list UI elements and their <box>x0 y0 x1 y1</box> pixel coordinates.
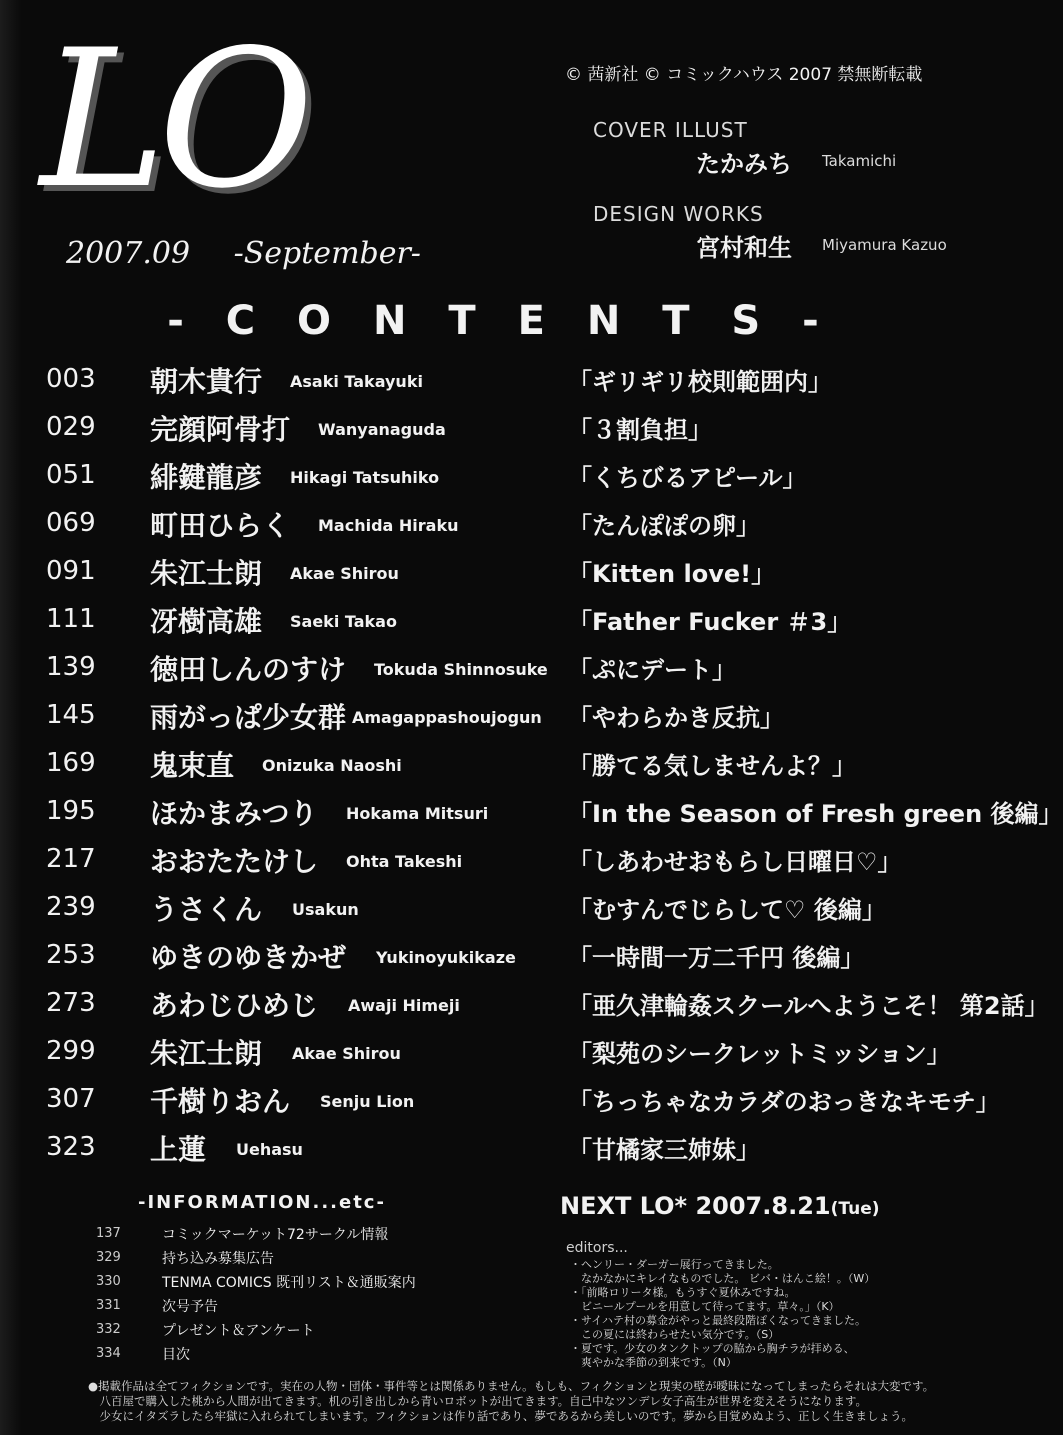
info-label: 次号予告 <box>162 1299 218 1315</box>
toc-title: 「In the Season of Fresh green 後編」 <box>568 800 1063 828</box>
toc-author: 朱江士朗 <box>150 557 263 590</box>
toc-title: 「勝てる気しませんよ？」 <box>568 752 856 780</box>
toc-title: 「ギリギリ校則範囲内」 <box>568 368 832 396</box>
editor-note: ・「前略ロリータ様。もうすぐ夏休みですね。 <box>570 1286 796 1299</box>
editor-note: なかなかにキレイなものでした。 ビバ・はんこ絵！。（W） <box>570 1272 876 1285</box>
toc-author: 朱江士朗 <box>150 1037 263 1070</box>
info-label: 持ち込み募集広告 <box>162 1251 274 1267</box>
toc-title: 「くちびるアピール」 <box>568 464 807 492</box>
toc-page: 051 <box>46 460 96 490</box>
issue-month: -September- <box>233 236 421 271</box>
editors-heading: editors... <box>566 1240 628 1256</box>
disclaimer <box>0 1378 1000 1428</box>
editor-note: 爽やかな季節の到来です。（N） <box>570 1356 737 1369</box>
toc-row <box>0 936 1000 984</box>
toc-author: ほかまみつり <box>150 797 318 830</box>
toc-page: 253 <box>46 940 96 970</box>
toc-page: 139 <box>46 652 96 682</box>
toc-author-roman: Hokama Mitsuri <box>346 804 489 823</box>
toc-author-roman: Hikagi Tatsuhiko <box>290 468 440 487</box>
cover-illust-label: COVER ILLUST <box>593 118 748 142</box>
toc-author: 千樹りおん <box>150 1085 291 1118</box>
cover-illust-name: たかみち <box>696 150 792 178</box>
toc-title: 「しあわせおもらし日曜日♡」 <box>568 848 902 876</box>
toc-author-roman: Tokuda Shinnosuke <box>374 660 548 679</box>
toc-title: 「やわらかき反抗」 <box>568 704 784 732</box>
disclaimer-line: ●掲載作品は全てフィクションです。実在の人物・団体・事件等とは関係ありません。もしも、フィクションと現実の壁が曖昧になってしまったらそれは大変です。 <box>88 1379 935 1393</box>
design-works-label: DESIGN WORKS <box>593 202 764 226</box>
toc-page: 273 <box>46 988 96 1018</box>
info-label: コミックマーケット72サークル情報 <box>162 1227 389 1243</box>
toc-row <box>0 552 1000 600</box>
info-label: TENMA COMICS 既刊リスト＆通販案内 <box>162 1275 416 1291</box>
info-page: 137 <box>96 1226 121 1241</box>
toc-author: 上蓮 <box>150 1133 207 1166</box>
issue-number: 2007.09 <box>66 236 191 271</box>
toc-page: 299 <box>46 1036 96 1066</box>
toc-author-roman: Ohta Takeshi <box>346 852 463 871</box>
toc-row <box>0 840 1000 888</box>
toc-title: 「３割負担」 <box>568 416 712 444</box>
toc-page: 091 <box>46 556 96 586</box>
toc-page: 217 <box>46 844 96 874</box>
toc-author: 朝木貴行 <box>150 365 263 398</box>
toc-author-roman: Wanyanaguda <box>318 420 446 439</box>
toc-author-roman: Machida Hiraku <box>318 516 459 535</box>
toc-row <box>0 456 1000 504</box>
toc-author: 緋鍵龍彦 <box>150 461 263 494</box>
copyright-notice: © 茜新社 © コミックハウス 2007 禁無断転載 <box>565 65 923 85</box>
disclaimer-line: 八百屋で購入した桃から人間が出てきます。机の引き出しから青いロボットが出てきます。自己中なツンデレ女子高生が世界を変えそうになります。 <box>88 1394 868 1408</box>
editor-note: ・ヘンリー・ダーガー展行ってきました。 <box>570 1258 779 1271</box>
toc-author: 鬼束直 <box>150 749 235 782</box>
toc-author-roman: Yukinoyukikaze <box>376 948 516 967</box>
toc-row <box>0 648 1000 696</box>
toc-row <box>0 792 1063 840</box>
editors-notes <box>0 1256 1000 1376</box>
toc-page: 239 <box>46 892 96 922</box>
toc-title: 「ちっちゃなカラダのおっきなキモチ」 <box>568 1088 1000 1116</box>
next-issue-day: (Tue) <box>830 1199 880 1219</box>
magazine-logo: LO <box>40 9 306 230</box>
toc-title: 「たんぽぽの卵」 <box>568 512 760 540</box>
toc-author-roman: Amagappashoujogun <box>352 708 542 727</box>
toc-title: 「Father Fucker ＃3」 <box>568 608 852 636</box>
information-heading: -INFORMATION...etc- <box>138 1192 386 1213</box>
toc-row <box>0 408 1000 456</box>
toc-row <box>0 360 1000 408</box>
info-page: 329 <box>96 1250 121 1265</box>
next-issue <box>560 1192 880 1220</box>
toc-author-roman: Awaji Himeji <box>348 996 460 1015</box>
toc-title: 「一時間一万二千円 後編」 <box>568 944 865 972</box>
design-works-name: 宮村和生 <box>696 234 792 262</box>
toc-author: 完顔阿骨打 <box>150 413 291 446</box>
toc-author-roman: Saeki Takao <box>290 612 397 631</box>
toc-page: 003 <box>46 364 96 394</box>
info-page: 332 <box>96 1322 121 1337</box>
toc-author: うさくん <box>150 893 263 926</box>
editor-note: ビニールプールを用意して待ってます。草々。」（K） <box>570 1300 840 1313</box>
toc-row <box>0 984 1049 1032</box>
toc-row <box>0 744 1000 792</box>
toc-page: 111 <box>46 604 96 634</box>
info-page: 334 <box>96 1346 121 1361</box>
next-issue-label: NEXT LO* 2007.8.21 <box>560 1192 831 1220</box>
toc-row <box>0 1128 1000 1176</box>
toc-author-roman: Senju Lion <box>320 1092 415 1111</box>
info-page: 330 <box>96 1274 121 1289</box>
toc-author: あわじひめじ <box>150 989 319 1022</box>
cover-illust-roman: Takamichi <box>822 152 897 170</box>
toc-title: 「ぷにデート」 <box>568 656 736 684</box>
contents-heading: - C O N T E N T S - <box>167 298 833 344</box>
toc-author: 徳田しんのすけ <box>150 653 347 686</box>
toc-row <box>0 888 1000 936</box>
toc-page: 069 <box>46 508 96 538</box>
toc-title: 「亜久津輪姦スクールへようこそ！ 第2話」 <box>568 992 1049 1020</box>
toc-title: 「Kitten love!」 <box>568 560 776 588</box>
toc-title: 「梨苑のシークレットミッション」 <box>568 1040 951 1068</box>
toc-row <box>0 1032 1000 1080</box>
info-page: 331 <box>96 1298 121 1313</box>
info-label: プレゼント＆アンケート <box>162 1323 315 1339</box>
toc-author-roman: Asaki Takayuki <box>290 372 423 391</box>
editor-note: ・夏です。少女のタンクトップの脇から胸チラが拝める、 <box>570 1342 855 1355</box>
toc-author: 冴樹高雄 <box>150 605 263 638</box>
design-works-roman: Miyamura Kazuo <box>822 236 947 254</box>
toc-author: 雨がっぱ少女群 <box>150 701 347 734</box>
toc-author-roman: Usakun <box>292 900 359 919</box>
toc-page: 169 <box>46 748 96 778</box>
toc-author: おおたたけし <box>150 845 319 878</box>
info-label: 目次 <box>162 1347 190 1363</box>
toc-author-roman: Akae Shirou <box>290 564 399 583</box>
toc-row <box>0 1080 1000 1128</box>
toc-page: 307 <box>46 1084 96 1114</box>
toc-author-roman: Uehasu <box>236 1140 303 1159</box>
issue-date <box>66 236 455 271</box>
toc-page: 323 <box>46 1132 96 1162</box>
toc-author-roman: Onizuka Naoshi <box>262 756 402 775</box>
toc-page: 029 <box>46 412 96 442</box>
toc-author-roman: Akae Shirou <box>292 1044 401 1063</box>
editor-note: ・サイハテ村の募金がやっと最終段階ぽくなってきました。 <box>570 1314 867 1327</box>
toc-title: 「甘橘家三姉妹」 <box>568 1136 760 1164</box>
toc-title: 「むすんでじらして♡ 後編」 <box>568 896 886 924</box>
toc-author: ゆきのゆきかぜ <box>150 941 347 974</box>
toc-row <box>0 696 1000 744</box>
toc-page: 145 <box>46 700 96 730</box>
toc-row <box>0 600 1000 648</box>
toc-author: 町田ひらく <box>150 509 291 542</box>
disclaimer-line: 少女にイタズラしたら牢獄に入れられてしまいます。フィクションは作り話であり、夢であるから美しいのです。夢から目覚めぬよう、正しく生きましょう。 <box>88 1409 914 1423</box>
toc-row <box>0 504 1000 552</box>
editor-note: この夏には終わらせたい気分です。（S） <box>570 1328 780 1341</box>
toc-page: 195 <box>46 796 96 826</box>
